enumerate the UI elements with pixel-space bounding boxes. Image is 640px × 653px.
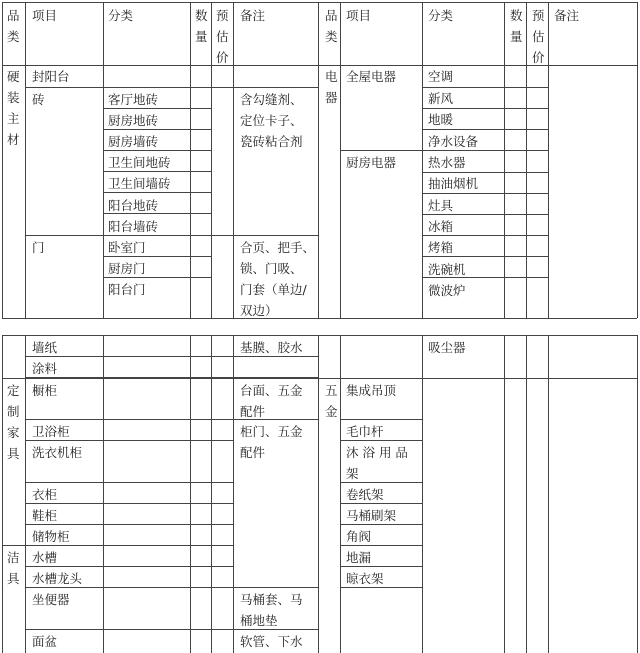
category-sanitary: 洁 具: [7, 550, 20, 586]
item-floor-drain: 地漏: [346, 550, 372, 565]
cabinet-remarks: 台面、五金 配件: [240, 383, 303, 419]
tile-type-5: 阳台地砖: [108, 197, 159, 213]
header-category-2: 品 类: [325, 8, 338, 44]
basin-remarks: 软管、下水: [240, 634, 303, 649]
whole-house-appliance-0: 空调: [428, 69, 454, 84]
item-wallpaper: 墙纸: [32, 340, 58, 355]
item-bathroom-cabinet: 卫浴柜: [32, 424, 70, 439]
whole-house-appliance-2: 地暖: [428, 112, 454, 127]
header-item-2: 项目: [346, 8, 372, 23]
tile-type-2: 厨房墙砖: [108, 134, 159, 150]
category-hard-materials: 硬 装 主 材: [7, 69, 20, 147]
kitchen-appliance-1: 抽油烟机: [428, 176, 479, 192]
item-sink-faucet: 水槽龙头: [32, 571, 83, 586]
wallpaper-remarks: 基膜、胶水: [240, 340, 303, 355]
item-sink: 水槽: [32, 550, 58, 565]
toilet-remarks: 马桶套、马 桶地垫: [240, 592, 303, 628]
item-cabinet: 橱柜: [32, 383, 58, 398]
item-cloth-rack: 晾衣架: [346, 571, 384, 586]
kitchen-appliance-5: 洗碗机: [428, 261, 466, 277]
door-type-0: 卧室门: [108, 240, 146, 255]
item-shoe-cabinet: 鞋柜: [32, 508, 58, 523]
item-vacuum: 吸尘器: [428, 340, 466, 355]
item-wardrobe: 衣柜: [32, 487, 58, 502]
item-tile: 砖: [32, 92, 45, 107]
kitchen-appliance-6: 微波炉: [428, 282, 466, 298]
category-hardware: 五 金: [325, 383, 338, 419]
item-kitchen-appliances: 厨房电器: [346, 155, 397, 170]
tile-type-0: 客厅地砖: [108, 92, 159, 107]
category-appliances: 电 器: [325, 69, 338, 105]
tile-type-4: 卫生间墙砖: [108, 176, 171, 192]
door-remarks: 合页、把手、 锁、门吸、 门套（单边/ 双边）: [240, 240, 316, 318]
header-classification-2: 分类: [428, 8, 454, 23]
tile-remarks: 含勾缝剂、 定位卡子、 瓷砖粘合剂: [240, 92, 303, 149]
header-remarks-2: 备注: [554, 8, 580, 23]
header-category: 品 类: [7, 8, 20, 44]
bathroom-cabinet-remarks: 柜门、五金 配件: [240, 424, 303, 460]
item-door: 门: [32, 240, 45, 255]
header-remarks: 备注: [240, 8, 266, 23]
tile-type-6: 阳台墙砖: [108, 218, 159, 234]
header-quantity: 数 量: [195, 8, 208, 44]
item-towel-bar: 毛巾杆: [346, 424, 384, 439]
header-item: 项目: [32, 8, 58, 23]
door-type-1: 厨房门: [108, 261, 146, 276]
header-classification: 分类: [108, 8, 134, 23]
item-shower-rack: 沐 浴 用 品 架: [346, 445, 408, 481]
category-custom-furniture: 定 制 家 具: [7, 383, 20, 461]
item-whole-house-appliances: 全屋电器: [346, 69, 397, 84]
item-brush-rack: 马桶刷架: [346, 508, 397, 523]
item-storage-cabinet: 储物柜: [32, 529, 70, 544]
header-quantity-2: 数 量: [510, 8, 523, 44]
tile-type-1: 厨房地砖: [108, 113, 159, 129]
door-type-2: 阳台门: [108, 282, 146, 297]
item-enclose-balcony: 封阳台: [32, 69, 70, 84]
item-angle-valve: 角阀: [346, 529, 372, 544]
kitchen-appliance-0: 热水器: [428, 155, 466, 170]
item-washer-cabinet: 洗衣机柜: [32, 445, 83, 460]
kitchen-appliance-4: 烤箱: [428, 240, 454, 256]
tile-type-3: 卫生间地砖: [108, 155, 171, 171]
header-estimated-price: 预 估 价: [216, 8, 229, 65]
item-integrated-ceiling: 集成吊顶: [346, 383, 397, 398]
whole-house-appliance-1: 新风: [428, 90, 454, 106]
header-estimated-price-2: 预 估 价: [532, 8, 545, 65]
item-toilet: 坐便器: [32, 592, 70, 607]
whole-house-appliance-3: 净水设备: [428, 133, 479, 149]
item-basin: 面盆: [32, 634, 58, 649]
kitchen-appliance-3: 冰箱: [428, 218, 454, 234]
item-paint: 涂料: [32, 361, 58, 376]
item-paper-rack: 卷纸架: [346, 487, 384, 502]
kitchen-appliance-2: 灶具: [428, 197, 454, 213]
